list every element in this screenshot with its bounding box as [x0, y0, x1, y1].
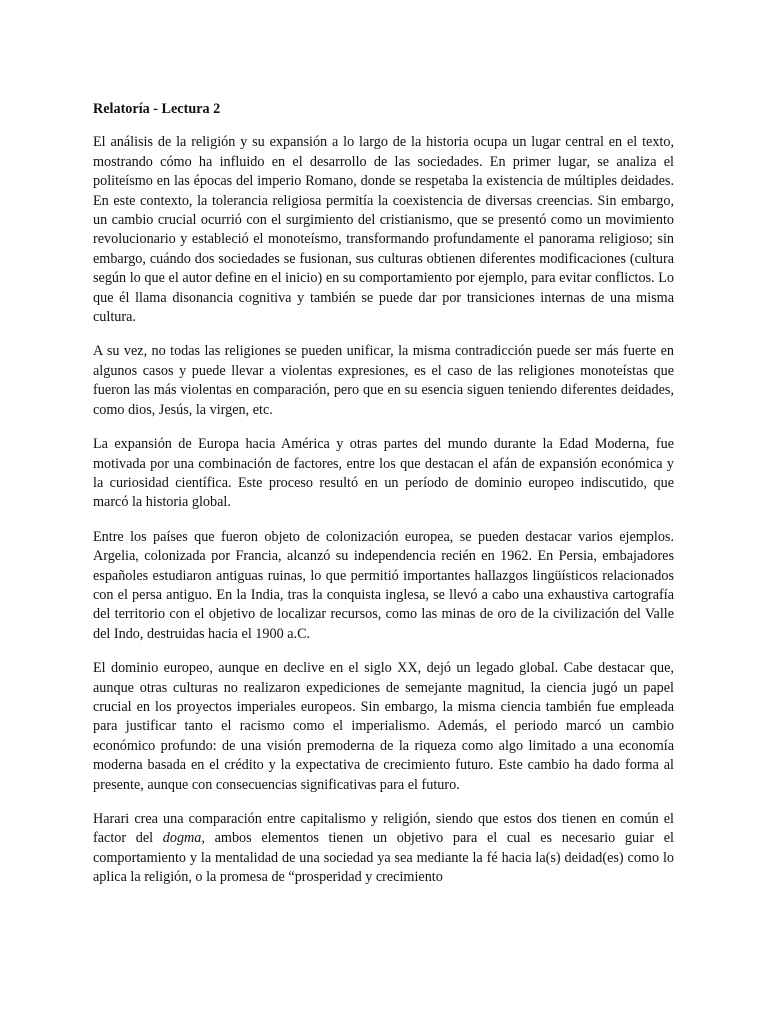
- paragraph-6-text-start: Harari crea una comparación entre capitalismo y religión, siendo que estos dos tienen en común el factor del: [93, 811, 674, 847]
- document-title: Relatoría - Lectura 2: [93, 101, 221, 117]
- paragraph-6: [93, 810, 674, 888]
- document-page: [93, 100, 674, 903]
- paragraph-5: El dominio europeo, aunque en declive en el siglo XX, dejó un legado global. Cabe destacar que, aunque otras culturas no realizaron expediciones de semejante magnitud, la ciencia jugó un papel crucial en los proyectos imperiales europeos. Sin embargo, la misma ciencia también fue empleada para justificar tanto el racismo como el imperialismo. Además, el periodo marcó un cambio económico profundo: de una visión premoderna de la riqueza como algo limitado a una economía moderna basada en el crédito y la expectativa de crecimiento futuro. Este cambio ha dado forma al presente, aunque con consecuencias significativas para el futuro.: [93, 660, 674, 793]
- paragraph-1: El análisis de la religión y su expansión a lo largo de la historia ocupa un lugar central en el texto, mostrando cómo ha influido en el desarrollo de las sociedades. En primer lugar, se analiza el politeísmo en las épocas del imperio Romano, donde se respetaba la existencia de múltiples deidades. En este contexto, la tolerancia religiosa permitía la coexistencia de diversas creencias. Sin embargo, un cambio crucial ocurrió con el surgimiento del cristianismo, que se presentó como un movimiento revolucionario y estableció el monoteísmo, transformando profundamente el panorama religioso; sin embargo, cuándo dos sociedades se fusionan, sus culturas obtienen diferentes modificaciones (cultura según lo que el autor define en el inicio) en su comportamiento por ejemplo, para evitar conflictos. Lo que él llama disonancia cognitiva y también se puede dar por transiciones internas de una misma cultura.: [93, 134, 674, 326]
- paragraph-6-text-end: , ambos elementos tienen un objetivo para el cual es necesario guiar el comportamiento y la mentalidad de una sociedad ya sea mediante la fé hacia la(s) deidad(es) como lo aplica la religión, o la promesa de “prosperidad y crecimiento: [93, 830, 674, 886]
- paragraph-4: Entre los países que fueron objeto de colonización europea, se pueden destacar varios ejemplos. Argelia, colonizada por Francia, alcanzó su independencia recién en 1962. En Persia, embajadores españoles estudiaron antiguas ruinas, lo que permitió importantes hallazgos lingüísticos relacionados con el persa antiguo. En la India, tras la conquista inglesa, se llevó a cabo una exhaustiva cartografía del territorio con el objetivo de localizar recursos, como las minas de oro de la civilización del Valle del Indo, destruidas hacia el 1900 a.C.: [93, 528, 674, 642]
- paragraph-6-emphasis: dogma: [162, 830, 202, 847]
- paragraph-2: A su vez, no todas las religiones se pueden unificar, la misma contradicción puede ser más fuerte en algunos casos y puede llevar a violentas expresiones, es el caso de las religiones monoteístas que fueron las más violentas en comparación, pero que en su esencia siguen teniendo diferentes deidades, como dios, Jesús, la virgen, etc.: [93, 343, 674, 418]
- paragraph-3: La expansión de Europa hacia América y otras partes del mundo durante la Edad Moderna, fue motivada por una combinación de factores, entre los que destacan el afán de expansión económica y la curiosidad científica. Este proceso resultó en un período de dominio europeo indiscutido, que marcó la historia global.: [93, 436, 674, 511]
